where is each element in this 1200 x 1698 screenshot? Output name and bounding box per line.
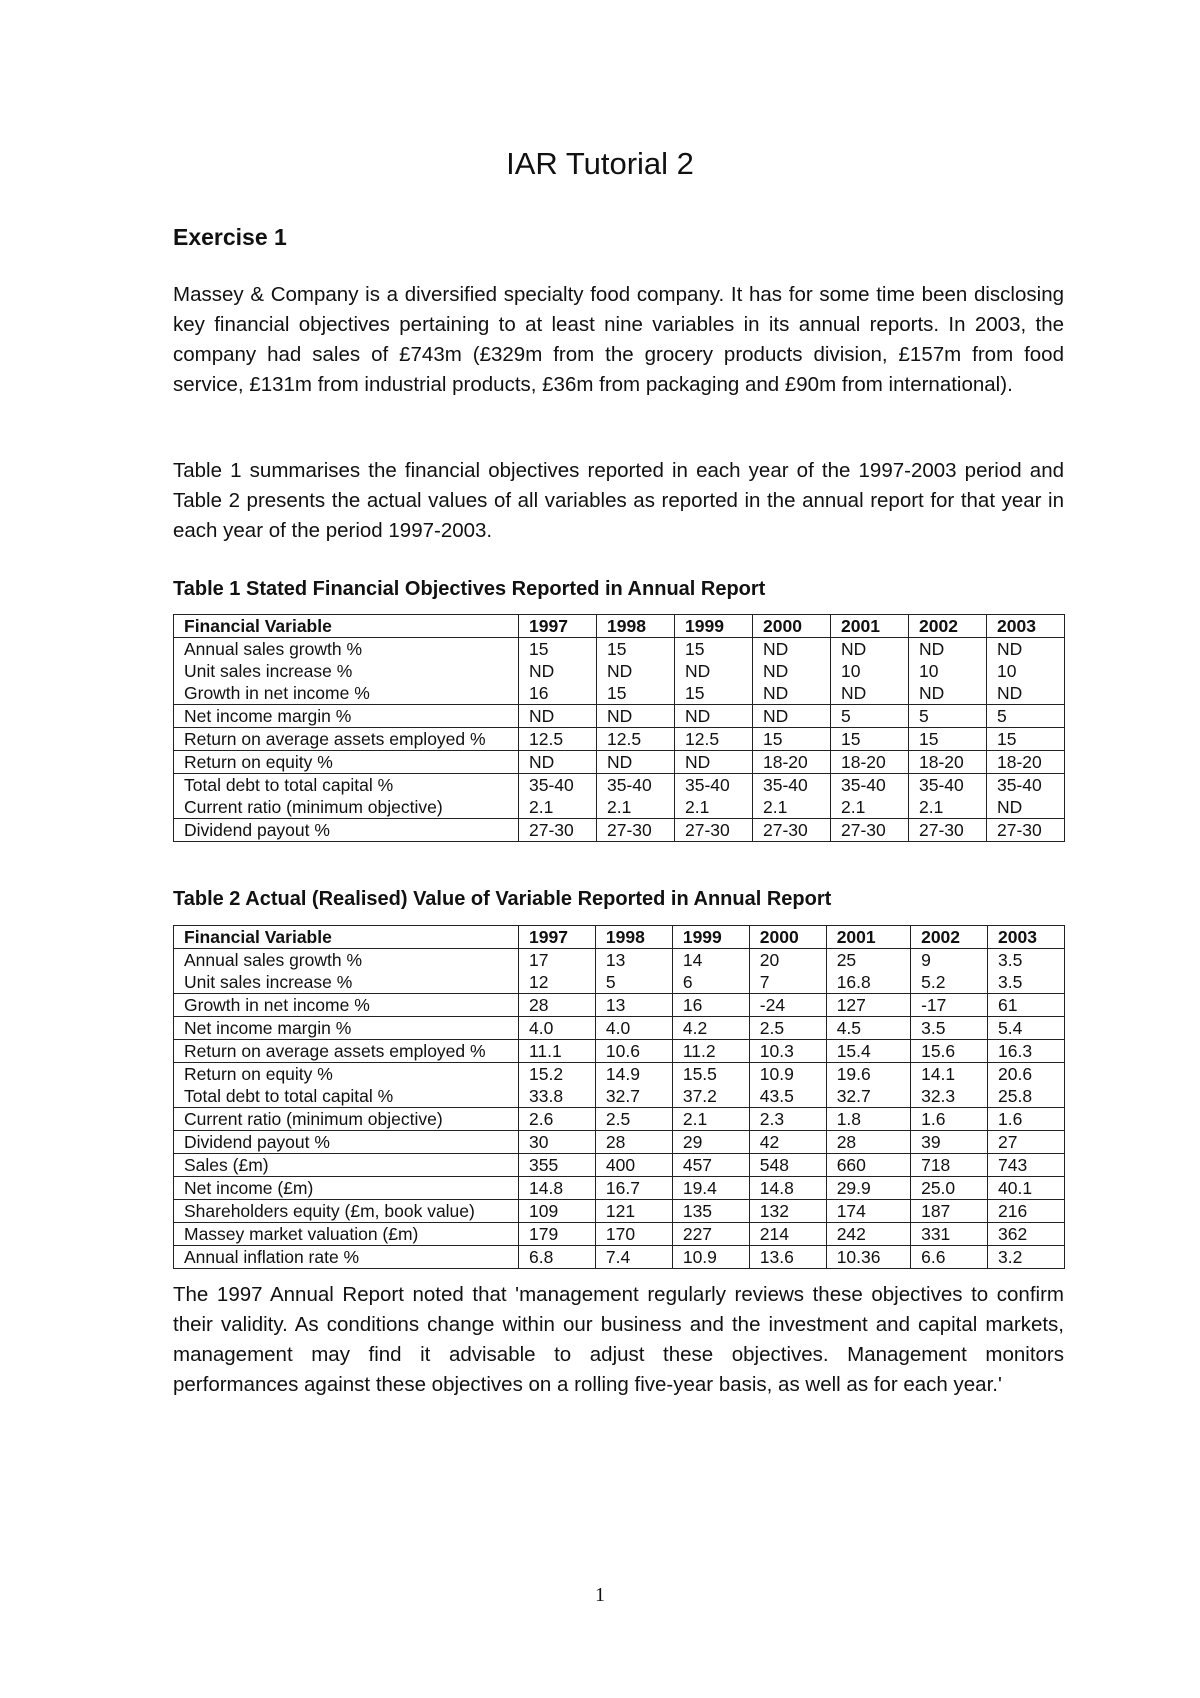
value-cell: 5.4	[988, 1017, 1065, 1040]
value-cell: 30	[519, 1131, 596, 1154]
table-row	[174, 1063, 1065, 1086]
value-cell: ND	[753, 660, 831, 682]
value-cell: 743	[988, 1154, 1065, 1177]
value-cell: 18-20	[987, 751, 1065, 774]
row-label-cell: Growth in net income %	[174, 994, 519, 1017]
value-cell: 28	[519, 994, 596, 1017]
column-header-year: 2000	[753, 615, 831, 638]
value-cell: 28	[595, 1131, 672, 1154]
row-label-cell: Return on average assets employed %	[174, 1040, 519, 1063]
table-row	[174, 638, 1065, 661]
table-row	[174, 819, 1065, 842]
value-cell: 35-40	[909, 774, 987, 797]
column-header-variable: Financial Variable	[174, 926, 519, 949]
value-cell: 43.5	[749, 1085, 826, 1108]
value-cell: 13	[595, 949, 672, 972]
value-cell: ND	[519, 660, 597, 682]
exercise-heading: Exercise 1	[173, 224, 287, 250]
value-cell: 14.8	[519, 1177, 596, 1200]
value-cell: 14.1	[911, 1063, 988, 1086]
table-row	[174, 682, 1065, 705]
value-cell: 27-30	[519, 819, 597, 842]
value-cell: 3.5	[911, 1017, 988, 1040]
row-label-cell: Unit sales increase %	[174, 971, 519, 994]
value-cell: 400	[595, 1154, 672, 1177]
value-cell: ND	[909, 682, 987, 705]
table2-caption: Table 2 Actual (Realised) Value of Variable Reported in Annual Report	[173, 888, 832, 910]
value-cell: 109	[519, 1200, 596, 1223]
table-row	[174, 1154, 1065, 1177]
value-cell: 14.9	[595, 1063, 672, 1086]
value-cell: 14.8	[749, 1177, 826, 1200]
value-cell: 16	[519, 682, 597, 705]
value-cell: 17	[519, 949, 596, 972]
value-cell: 32.7	[826, 1085, 910, 1108]
row-label-cell: Dividend payout %	[174, 819, 519, 842]
column-header-year: 2003	[987, 615, 1065, 638]
value-cell: 331	[911, 1223, 988, 1246]
row-label-cell: Growth in net income %	[174, 682, 519, 705]
value-cell: 7	[749, 971, 826, 994]
value-cell: 40.1	[988, 1177, 1065, 1200]
value-cell: 174	[826, 1200, 910, 1223]
value-cell: 15	[675, 682, 753, 705]
value-cell: 5.2	[911, 971, 988, 994]
value-cell: 29.9	[826, 1177, 910, 1200]
value-cell: 15	[519, 638, 597, 661]
value-cell: 27-30	[597, 819, 675, 842]
tables-intro-paragraph: Table 1 summarises the financial objectives reported in each year of the 1997-2003 period and Table 2 presents the actual values of all variables as reported in the annual report for that year in each year of the period 1997-2003.	[173, 459, 1064, 542]
column-header-year: 1999	[672, 926, 749, 949]
value-cell: 7.4	[595, 1246, 672, 1269]
column-header-year: 2001	[826, 926, 910, 949]
page-number: 1	[595, 1584, 605, 1606]
row-label-cell: Dividend payout %	[174, 1131, 519, 1154]
value-cell: 1.8	[826, 1108, 910, 1131]
value-cell: 2.3	[749, 1108, 826, 1131]
value-cell: 16.7	[595, 1177, 672, 1200]
table-row	[174, 1223, 1065, 1246]
value-cell: ND	[909, 638, 987, 661]
value-cell: 10.36	[826, 1246, 910, 1269]
value-cell: 170	[595, 1223, 672, 1246]
row-label-cell: Annual sales growth %	[174, 638, 519, 661]
value-cell: 15.4	[826, 1040, 910, 1063]
value-cell: 20	[749, 949, 826, 972]
table-row	[174, 1246, 1065, 1269]
row-label-cell: Unit sales increase %	[174, 660, 519, 682]
table-row	[174, 1200, 1065, 1223]
table-row	[174, 1108, 1065, 1131]
value-cell: 15	[675, 638, 753, 661]
column-header-year: 1997	[519, 615, 597, 638]
value-cell: 2.1	[597, 796, 675, 819]
value-cell: 3.5	[988, 949, 1065, 972]
intro-paragraph: Massey & Company is a diversified specialty food company. It has for some time been disclosing key financial objectives pertaining to at least nine variables in its annual reports. In 2003, the company had sales of £743m (£329m from the grocery products division, £157m from food service, £131m from industrial products, £36m from packaging and £90m from international).	[173, 283, 1064, 396]
row-label-cell: Net income margin %	[174, 705, 519, 728]
value-cell: 10.6	[595, 1040, 672, 1063]
row-label-cell: Shareholders equity (£m, book value)	[174, 1200, 519, 1223]
value-cell: 10.3	[749, 1040, 826, 1063]
value-cell: 33.8	[519, 1085, 596, 1108]
value-cell: 10.9	[749, 1063, 826, 1086]
column-header-year: 1998	[597, 615, 675, 638]
value-cell: 12.5	[597, 728, 675, 751]
value-cell: 4.2	[672, 1017, 749, 1040]
row-label-cell: Current ratio (minimum objective)	[174, 796, 519, 819]
table-row	[174, 728, 1065, 751]
value-cell: ND	[519, 705, 597, 728]
table-row	[174, 705, 1065, 728]
row-label-cell: Massey market valuation (£m)	[174, 1223, 519, 1246]
value-cell: 216	[988, 1200, 1065, 1223]
value-cell: 15.5	[672, 1063, 749, 1086]
value-cell: 362	[988, 1223, 1065, 1246]
value-cell: 2.1	[753, 796, 831, 819]
value-cell: ND	[675, 705, 753, 728]
value-cell: 27-30	[753, 819, 831, 842]
value-cell: 121	[595, 1200, 672, 1223]
value-cell: 27-30	[675, 819, 753, 842]
row-label-cell: Annual sales growth %	[174, 949, 519, 972]
value-cell: 39	[911, 1131, 988, 1154]
value-cell: 5	[987, 705, 1065, 728]
table-header-row	[174, 926, 1065, 949]
table-row	[174, 751, 1065, 774]
value-cell: 12.5	[519, 728, 597, 751]
value-cell: 16	[672, 994, 749, 1017]
value-cell: 15.2	[519, 1063, 596, 1086]
value-cell: 548	[749, 1154, 826, 1177]
row-label-cell: Net income (£m)	[174, 1177, 519, 1200]
value-cell: 19.6	[826, 1063, 910, 1086]
value-cell: 457	[672, 1154, 749, 1177]
value-cell: 5	[909, 705, 987, 728]
value-cell: 1.6	[911, 1108, 988, 1131]
value-cell: 32.3	[911, 1085, 988, 1108]
value-cell: 718	[911, 1154, 988, 1177]
value-cell: 9	[911, 949, 988, 972]
table1	[173, 614, 1065, 842]
value-cell: ND	[753, 682, 831, 705]
value-cell: 2.1	[909, 796, 987, 819]
value-cell: 355	[519, 1154, 596, 1177]
row-label-cell: Current ratio (minimum objective)	[174, 1108, 519, 1131]
value-cell: 12	[519, 971, 596, 994]
column-header-variable: Financial Variable	[174, 615, 519, 638]
column-header-year: 2001	[831, 615, 909, 638]
value-cell: ND	[597, 660, 675, 682]
value-cell: 2.1	[519, 796, 597, 819]
table-row	[174, 660, 1065, 682]
value-cell: 2.5	[595, 1108, 672, 1131]
value-cell: ND	[597, 705, 675, 728]
table1-caption: Table 1 Stated Financial Objectives Reported in Annual Report	[173, 578, 766, 600]
table-row	[174, 796, 1065, 819]
value-cell: 13.6	[749, 1246, 826, 1269]
value-cell: 11.2	[672, 1040, 749, 1063]
column-header-year: 1997	[519, 926, 596, 949]
value-cell: 4.0	[595, 1017, 672, 1040]
value-cell: 6.6	[911, 1246, 988, 1269]
value-cell: 5	[831, 705, 909, 728]
value-cell: 10	[909, 660, 987, 682]
value-cell: 2.5	[749, 1017, 826, 1040]
value-cell: 16.3	[988, 1040, 1065, 1063]
value-cell: 35-40	[519, 774, 597, 797]
value-cell: ND	[675, 751, 753, 774]
table-row	[174, 1040, 1065, 1063]
row-label-cell: Sales (£m)	[174, 1154, 519, 1177]
value-cell: 20.6	[988, 1063, 1065, 1086]
table-row	[174, 1131, 1065, 1154]
value-cell: 12.5	[675, 728, 753, 751]
column-header-year: 2003	[988, 926, 1065, 949]
row-label-cell: Total debt to total capital %	[174, 774, 519, 797]
row-label-cell: Return on equity %	[174, 751, 519, 774]
row-label-cell: Annual inflation rate %	[174, 1246, 519, 1269]
value-cell: 29	[672, 1131, 749, 1154]
value-cell: 25.8	[988, 1085, 1065, 1108]
table2	[173, 925, 1065, 1269]
table-row	[174, 1085, 1065, 1108]
value-cell: 35-40	[753, 774, 831, 797]
value-cell: 32.7	[595, 1085, 672, 1108]
value-cell: 15	[987, 728, 1065, 751]
value-cell: 42	[749, 1131, 826, 1154]
value-cell: ND	[831, 682, 909, 705]
value-cell: 2.1	[672, 1108, 749, 1131]
value-cell: 27-30	[909, 819, 987, 842]
value-cell: 187	[911, 1200, 988, 1223]
value-cell: 2.1	[831, 796, 909, 819]
value-cell: 35-40	[831, 774, 909, 797]
value-cell: 35-40	[675, 774, 753, 797]
value-cell: 35-40	[987, 774, 1065, 797]
value-cell: 10	[987, 660, 1065, 682]
value-cell: 2.1	[675, 796, 753, 819]
value-cell: 4.0	[519, 1017, 596, 1040]
value-cell: 179	[519, 1223, 596, 1246]
value-cell: 27-30	[987, 819, 1065, 842]
value-cell: 1.6	[988, 1108, 1065, 1131]
value-cell: 242	[826, 1223, 910, 1246]
value-cell: 15	[831, 728, 909, 751]
column-header-year: 2002	[911, 926, 988, 949]
value-cell: ND	[987, 638, 1065, 661]
value-cell: 15	[753, 728, 831, 751]
value-cell: 6	[672, 971, 749, 994]
value-cell: 11.1	[519, 1040, 596, 1063]
value-cell: 127	[826, 994, 910, 1017]
table-row	[174, 949, 1065, 972]
value-cell: 6.8	[519, 1246, 596, 1269]
page-title: IAR Tutorial 2	[506, 146, 694, 181]
value-cell: 19.4	[672, 1177, 749, 1200]
value-cell: ND	[519, 751, 597, 774]
value-cell: ND	[831, 638, 909, 661]
table-row	[174, 971, 1065, 994]
value-cell: 16.8	[826, 971, 910, 994]
column-header-year: 2000	[749, 926, 826, 949]
row-label-cell: Total debt to total capital %	[174, 1085, 519, 1108]
row-label-cell: Return on average assets employed %	[174, 728, 519, 751]
column-header-year: 1998	[595, 926, 672, 949]
value-cell: ND	[753, 705, 831, 728]
value-cell: ND	[675, 660, 753, 682]
table-row	[174, 1017, 1065, 1040]
value-cell: 135	[672, 1200, 749, 1223]
value-cell: 18-20	[831, 751, 909, 774]
value-cell: 10.9	[672, 1246, 749, 1269]
value-cell: -17	[911, 994, 988, 1017]
row-label-cell: Net income margin %	[174, 1017, 519, 1040]
value-cell: 214	[749, 1223, 826, 1246]
table-row	[174, 1177, 1065, 1200]
value-cell: 3.2	[988, 1246, 1065, 1269]
value-cell: 27	[988, 1131, 1065, 1154]
value-cell: 35-40	[597, 774, 675, 797]
column-header-year: 1999	[675, 615, 753, 638]
value-cell: -24	[749, 994, 826, 1017]
value-cell: 27-30	[831, 819, 909, 842]
value-cell: 18-20	[909, 751, 987, 774]
value-cell: 132	[749, 1200, 826, 1223]
value-cell: 227	[672, 1223, 749, 1246]
value-cell: ND	[753, 638, 831, 661]
column-header-year: 2002	[909, 615, 987, 638]
value-cell: ND	[987, 682, 1065, 705]
value-cell: 5	[595, 971, 672, 994]
value-cell: 2.6	[519, 1108, 596, 1131]
value-cell: 61	[988, 994, 1065, 1017]
value-cell: 13	[595, 994, 672, 1017]
value-cell: 18-20	[753, 751, 831, 774]
value-cell: 15	[909, 728, 987, 751]
closing-paragraph: The 1997 Annual Report noted that 'management regularly reviews these objectives to confirm their validity. As conditions change within our business and the investment and capital markets, management may find it advisable to adjust these objectives. Management monitors performances against these objectives on a rolling five-year basis, as well as for each year.'	[173, 1283, 1064, 1396]
value-cell: ND	[597, 751, 675, 774]
table-row	[174, 774, 1065, 797]
value-cell: ND	[987, 796, 1065, 819]
value-cell: 3.5	[988, 971, 1065, 994]
value-cell: 15.6	[911, 1040, 988, 1063]
table-row	[174, 994, 1065, 1017]
value-cell: 14	[672, 949, 749, 972]
value-cell: 25.0	[911, 1177, 988, 1200]
value-cell: 28	[826, 1131, 910, 1154]
value-cell: 25	[826, 949, 910, 972]
value-cell: 15	[597, 638, 675, 661]
value-cell: 4.5	[826, 1017, 910, 1040]
value-cell: 15	[597, 682, 675, 705]
value-cell: 10	[831, 660, 909, 682]
value-cell: 660	[826, 1154, 910, 1177]
table-header-row	[174, 615, 1065, 638]
row-label-cell: Return on equity %	[174, 1063, 519, 1086]
value-cell: 37.2	[672, 1085, 749, 1108]
